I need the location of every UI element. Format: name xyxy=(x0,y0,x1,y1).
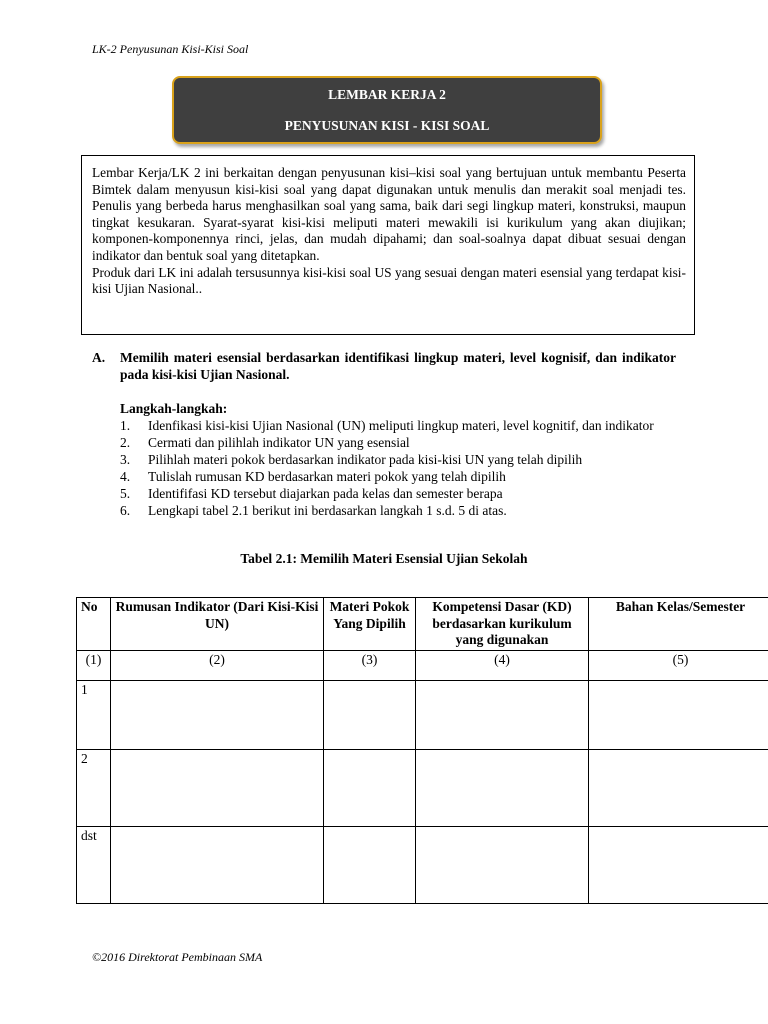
list-item xyxy=(120,468,676,485)
footer-copyright: ©2016 Direktorat Pembinaan SMA xyxy=(92,950,263,964)
row-number: 2 xyxy=(77,749,111,826)
intro-paragraph-1: Lembar Kerja/LK 2 ini berkaitan dengan penyusunan kisi–kisi soal yang bertujuan untuk membantu Peserta Bimtek dalam menyusun kisi-kisi soal yang dapat digunakan untuk menulis dan merakit soal menjadi tes. Penulis yang berbeda harus menghasilkan soal yang sama, baik dari segi lingkup materi, konstruksi, maupun tingkat kesukaran. Syarat-syarat kisi-kisi meliputi materi mewakili isi kurikulum yang akan diujikan; komponen-komponennya rinci, jelas, dan mudah dipahami; dan soal-soalnya dapat dibuat sesuai dengan indikator dan bentuk soal yang ditetapkan. xyxy=(92,165,686,263)
list-item xyxy=(120,451,676,468)
table-row xyxy=(77,826,768,903)
table-cell xyxy=(589,749,768,826)
step-text: Identififasi KD tersebut diajarkan pada kelas dan semester berapa xyxy=(148,486,503,501)
index-cell: (1) xyxy=(77,650,111,680)
step-text: Cermati dan pilihlah indikator UN yang esensial xyxy=(148,435,410,450)
table-cell xyxy=(416,826,589,903)
step-number: 2. xyxy=(120,435,131,450)
table-cell xyxy=(589,680,768,749)
steps-block xyxy=(120,400,676,519)
table-cell xyxy=(111,826,324,903)
table-index-row xyxy=(77,650,768,680)
table-row xyxy=(77,680,768,749)
intro-box xyxy=(81,155,695,335)
step-text: Lengkapi tabel 2.1 berikut ini berdasarkan langkah 1 s.d. 5 di atas. xyxy=(148,503,507,518)
step-number: 1. xyxy=(120,418,131,433)
index-cell: (4) xyxy=(416,650,589,680)
table-cell xyxy=(111,680,324,749)
steps-label: Langkah-langkah: xyxy=(120,401,228,416)
table-cell xyxy=(416,680,589,749)
list-item xyxy=(120,417,676,434)
step-text: Tulislah rumusan KD berdasarkan materi pokok yang telah dipilih xyxy=(148,469,506,484)
steps-list xyxy=(120,417,676,519)
table-row xyxy=(77,749,768,826)
list-item xyxy=(120,485,676,502)
list-item xyxy=(120,434,676,451)
column-header-indikator: Rumusan Indikator (Dari Kisi-Kisi UN) xyxy=(111,598,324,651)
banner-subtitle: PENYUSUNAN KISI - KISI SOAL xyxy=(284,118,490,133)
row-number: 1 xyxy=(77,680,111,749)
section-a-title: Memilih materi esensial berdasarkan identifikasi lingkup materi, level kognisif, dan indikator pada kisi-kisi Ujian Nasional. xyxy=(120,350,676,382)
table-cell xyxy=(324,749,416,826)
running-header: LK-2 Penyusunan Kisi-Kisi Soal xyxy=(92,42,249,56)
table-cell xyxy=(324,826,416,903)
table-cell xyxy=(111,749,324,826)
table-header-row xyxy=(77,598,768,651)
table-cell xyxy=(589,826,768,903)
title-banner xyxy=(172,76,602,144)
index-cell: (5) xyxy=(589,650,768,680)
table-cell xyxy=(416,749,589,826)
row-number: dst xyxy=(77,826,111,903)
essential-material-table xyxy=(76,597,768,904)
column-header-kelas: Bahan Kelas/Semester xyxy=(589,598,768,651)
step-text: Idenfikasi kisi-kisi Ujian Nasional (UN) meliputi lingkup materi, level kognitif, dan indikator xyxy=(148,418,654,433)
column-header-no: No xyxy=(77,598,111,651)
index-cell: (3) xyxy=(324,650,416,680)
step-number: 6. xyxy=(120,503,131,518)
section-a xyxy=(92,349,676,383)
table-cell xyxy=(324,680,416,749)
intro-paragraph-2: Produk dari LK ini adalah tersusunnya kisi-kisi soal US yang sesuai dengan materi esensial yang terdapat kisi-kisi Ujian Nasional.. xyxy=(92,264,686,297)
table-caption: Tabel 2.1: Memilih Materi Esensial Ujian Sekolah xyxy=(240,551,528,566)
step-number: 5. xyxy=(120,486,131,501)
index-cell: (2) xyxy=(111,650,324,680)
step-number: 3. xyxy=(120,452,131,467)
section-a-marker: A. xyxy=(92,350,106,365)
banner-title: LEMBAR KERJA 2 xyxy=(328,87,446,102)
step-number: 4. xyxy=(120,469,131,484)
step-text: Pilihlah materi pokok berdasarkan indikator pada kisi-kisi UN yang telah dipilih xyxy=(148,452,583,467)
column-header-kd: Kompetensi Dasar (KD) berdasarkan kurikulum yang digunakan xyxy=(416,598,589,651)
column-header-materi: Materi Pokok Yang Dipilih xyxy=(324,598,416,651)
list-item xyxy=(120,502,676,519)
